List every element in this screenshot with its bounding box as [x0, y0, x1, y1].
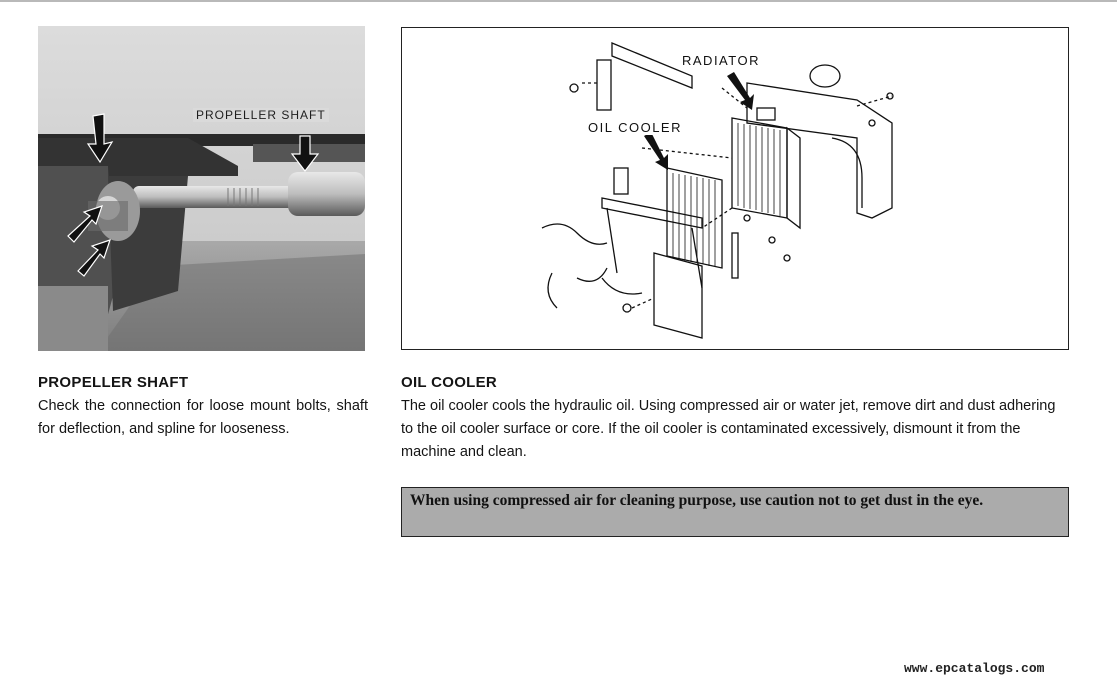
- oil-cooler-diagram: [401, 27, 1069, 350]
- oil-cooler-diagram-art: [402, 28, 1070, 351]
- propeller-shaft-photo-art: [38, 26, 365, 351]
- propeller-shaft-photo: [38, 26, 365, 351]
- caution-box: When using compressed air for cleaning purpose, use caution not to get dust in the eye.: [401, 487, 1069, 537]
- oil-cooler-heading: OIL COOLER: [401, 374, 498, 391]
- radiator-label: RADIATOR: [682, 53, 760, 68]
- oil-cooler-text: The oil cooler cools the hydraulic oil. Using compressed air or water jet, remove dirt and dust adhering to the oil cooler surface or core. If the oil cooler is contaminated excessively, dismount it from the machine and clean.: [401, 398, 1056, 460]
- propeller-shaft-text: Check the connection for loose mount bolts, shaft for deflection, and spline for looseness.: [38, 398, 368, 437]
- top-rule: [0, 0, 1117, 2]
- propeller-shaft-photo-label: PROPELLER SHAFT: [193, 108, 329, 122]
- footer-url-link[interactable]: www.epcatalogs.com: [904, 661, 1045, 676]
- oil-cooler-label: OIL COOLER: [588, 120, 682, 135]
- propeller-shaft-heading: PROPELLER SHAFT: [38, 374, 189, 391]
